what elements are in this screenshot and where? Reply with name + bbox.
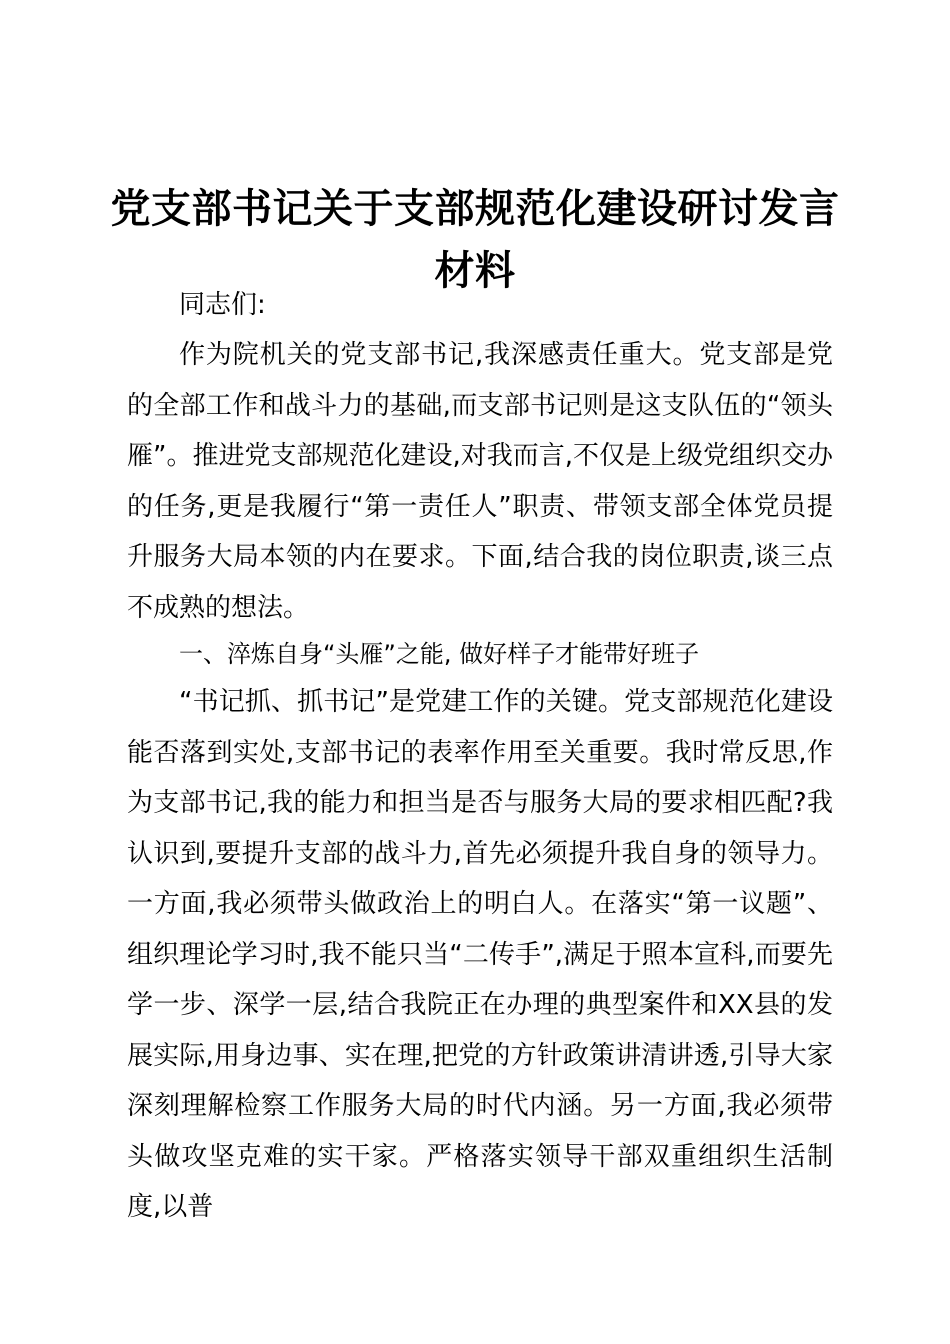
paragraph-intro: 作为院机关的党支部书记,我深感责任重大。党支部是党的全部工作和战斗力的基础,而支部书记则是这支队伍的“领头雁”。推进党支部规范化建设,对我而言,不仅是上级党组织交办的任务,更是我履行“第一责任人”职责、带领支部全体党员提升服务大局本领的内在要求。下面,结合我的岗位职责,谈三点不成熟的想法。 (127, 340, 833, 623)
document-title: 党支部书记关于支部规范化建设研讨发言材料 (110, 185, 840, 294)
section-heading-1: 一、淬炼自身“头雁”之能, 做好样子才能带好班子 (179, 640, 700, 668)
paragraph-section-1: “书记抓、抓书记”是党建工作的关键。党支部规范化建设能否落到实处,支部书记的表率作用至关重要。我时常反思,作为支部书记,我的能力和担当是否与服务大局的要求相匹配?我认识到,要提升支部的战斗力,首先必须提升我自身的领导力。一方面,我必须带头做政治上的明白人。在落实“第一议题”、组织理论学习时,我不能只当“二传手”,满足于照本宣科,而要先学一步、深学一层,结合我院正在办理的典型案件和XX县的发展实际,用身边事、实在理,把党的方针政策讲清讲透,引导大家深刻理解检察工作服务大局的时代内涵。另一方面,我必须带头做攻坚克难的实干家。严格落实领导干部双重组织生活制度,以普 (127, 687, 833, 1222)
salutation: 同志们: (179, 290, 266, 320)
